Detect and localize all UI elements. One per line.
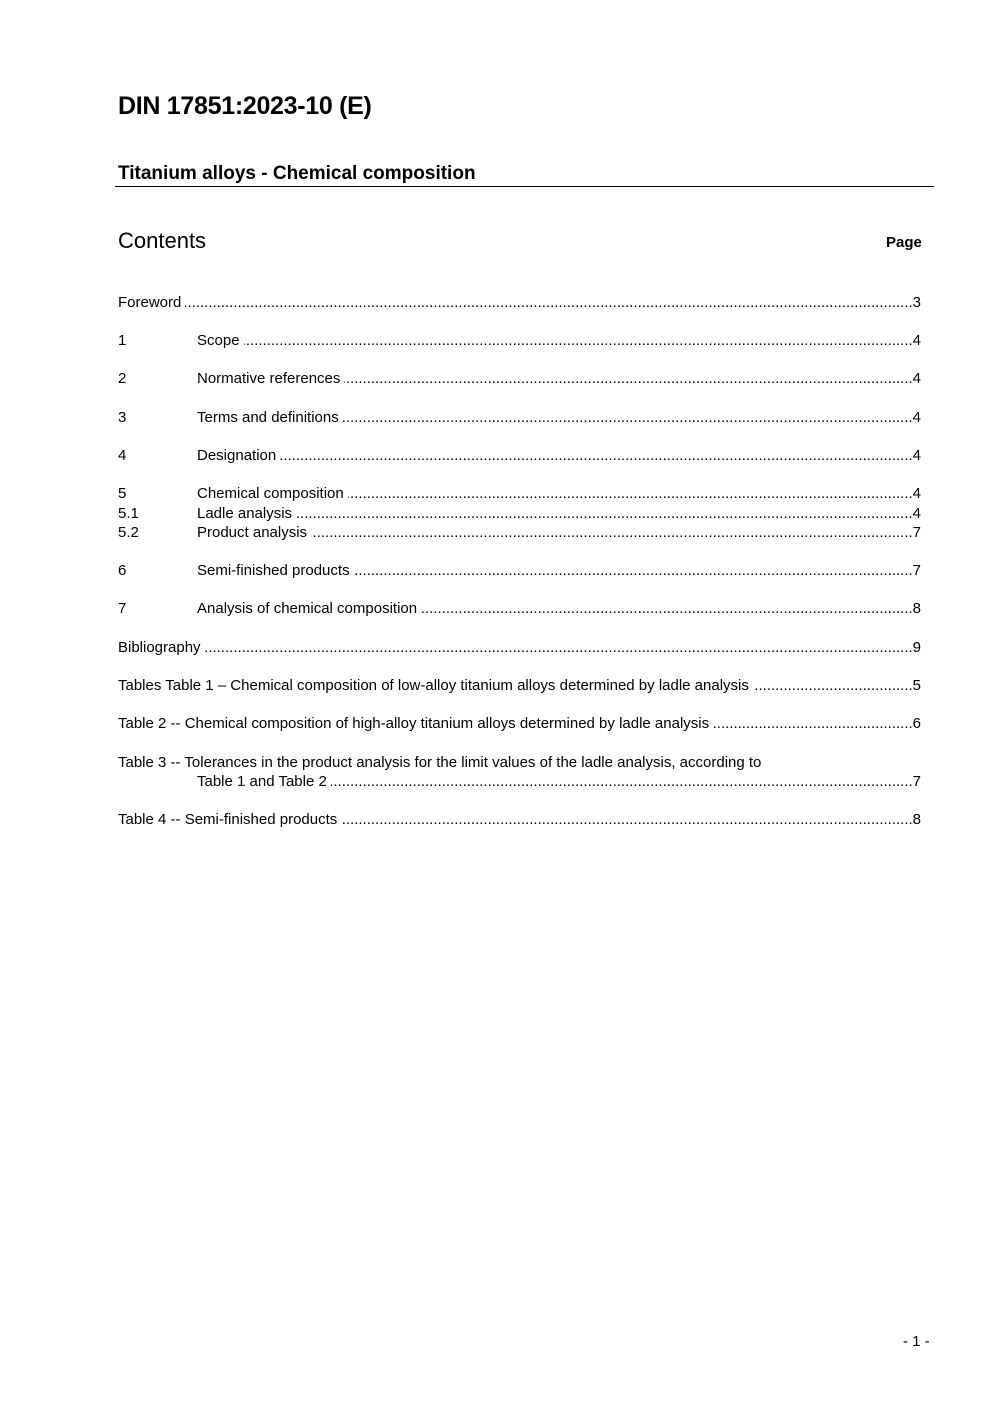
toc-entry-foreword[interactable] xyxy=(118,293,921,312)
toc-entry-text: Normative references xyxy=(197,370,341,387)
toc-entry-text: Tables Table 1 – Chemical composition of low-alloy titanium alloys determined by ladle analysis xyxy=(118,677,749,694)
toc-entry-text: Chemical composition xyxy=(197,485,344,502)
toc-entry-analysis-chemical-composition[interactable] xyxy=(118,599,921,618)
toc-entry-page: 4 xyxy=(912,370,921,387)
toc-entry-text-continued: Table 1 and Table 2 xyxy=(197,773,327,790)
toc-entry-number: 2 xyxy=(118,370,127,387)
dot-leader xyxy=(244,331,913,350)
toc-entry-page: 7 xyxy=(912,524,921,541)
toc-entry-page: 4 xyxy=(912,505,921,522)
page-column-label: Page xyxy=(886,234,922,251)
dot-leader xyxy=(296,504,913,523)
toc-entry-text: Analysis of chemical composition xyxy=(197,600,418,617)
toc-entry-page: 8 xyxy=(912,600,921,617)
toc-entry-page: 6 xyxy=(912,715,921,732)
toc-entry-normative-references[interactable] xyxy=(118,369,921,388)
toc-entry-page: 4 xyxy=(912,447,921,464)
toc-entry-page: 4 xyxy=(912,409,921,426)
toc-entry-page: 7 xyxy=(912,562,921,579)
dot-leader xyxy=(205,638,913,657)
toc-entry-designation[interactable] xyxy=(118,446,921,465)
toc-entry-text: Foreword xyxy=(118,294,182,311)
dot-leader xyxy=(331,772,913,791)
toc-entry-text: Terms and definitions xyxy=(197,409,339,426)
toc-entry-page: 8 xyxy=(912,811,921,828)
toc-entry-number: 5.2 xyxy=(118,524,139,541)
toc-entry-page: 3 xyxy=(912,294,921,311)
dot-leader xyxy=(280,446,912,465)
toc-entry-text: Ladle analysis xyxy=(197,505,293,522)
toc-entry-text: Table 4 -- Semi-finished products xyxy=(118,811,338,828)
toc-entry-semi-finished-products[interactable] xyxy=(118,561,921,580)
toc-entry-text: Bibliography xyxy=(118,639,201,656)
dot-leader xyxy=(311,523,913,542)
toc-entry-number: 4 xyxy=(118,447,127,464)
dot-leader xyxy=(185,293,912,312)
toc-entry-table-1[interactable] xyxy=(118,676,921,695)
toc-entry-chemical-composition[interactable] xyxy=(118,484,921,503)
toc-entry-ladle-analysis[interactable] xyxy=(118,504,921,523)
toc-entry-number: 6 xyxy=(118,562,127,579)
toc-entry-page: 9 xyxy=(912,639,921,656)
toc-entry-bibliography[interactable] xyxy=(118,638,921,657)
title-rule xyxy=(115,186,934,187)
dot-leader xyxy=(753,676,913,695)
toc-entry-page: 4 xyxy=(912,332,921,349)
toc-entry-number: 7 xyxy=(118,600,127,617)
dot-leader xyxy=(713,714,913,733)
toc-entry-page: 4 xyxy=(912,485,921,502)
dot-leader xyxy=(343,408,913,427)
toc-entry-text: Scope xyxy=(197,332,240,349)
toc-entry-text: Semi-finished products xyxy=(197,562,350,579)
toc-entry-terms-definitions[interactable] xyxy=(118,408,921,427)
toc-entry-table-4[interactable] xyxy=(118,810,921,829)
toc-entry-text: Product analysis xyxy=(197,524,308,541)
page-number: - 1 - xyxy=(903,1333,930,1350)
document-title: Titanium alloys - Chemical composition xyxy=(118,163,476,184)
toc-entry-number: 1 xyxy=(118,332,127,349)
dot-leader xyxy=(354,561,913,580)
dot-leader xyxy=(341,810,912,829)
toc-entry-scope[interactable] xyxy=(118,331,921,350)
toc-entry-table-3[interactable] xyxy=(118,753,921,791)
document-id: DIN 17851:2023-10 (E) xyxy=(118,92,372,120)
toc-entry-number: 3 xyxy=(118,409,127,426)
toc-entry-page: 5 xyxy=(912,677,921,694)
toc-entry-page: 7 xyxy=(912,773,921,790)
contents-heading: Contents xyxy=(118,228,207,253)
toc-entry-number: 5 xyxy=(118,485,127,502)
dot-leader xyxy=(344,369,912,388)
toc-entry-text: Table 3 -- Tolerances in the product analysis for the limit values of the ladle analysis, according to xyxy=(118,754,762,771)
toc-entry-text: Designation xyxy=(197,447,277,464)
dot-leader xyxy=(421,599,913,618)
toc-entry-table-2[interactable] xyxy=(118,714,921,733)
toc-entry-product-analysis[interactable] xyxy=(118,523,921,542)
dot-leader xyxy=(348,484,913,503)
toc-entry-text: Table 2 -- Chemical composition of high-alloy titanium alloys determined by ladle analysis xyxy=(118,715,710,732)
toc-entry-number: 5.1 xyxy=(118,505,139,522)
